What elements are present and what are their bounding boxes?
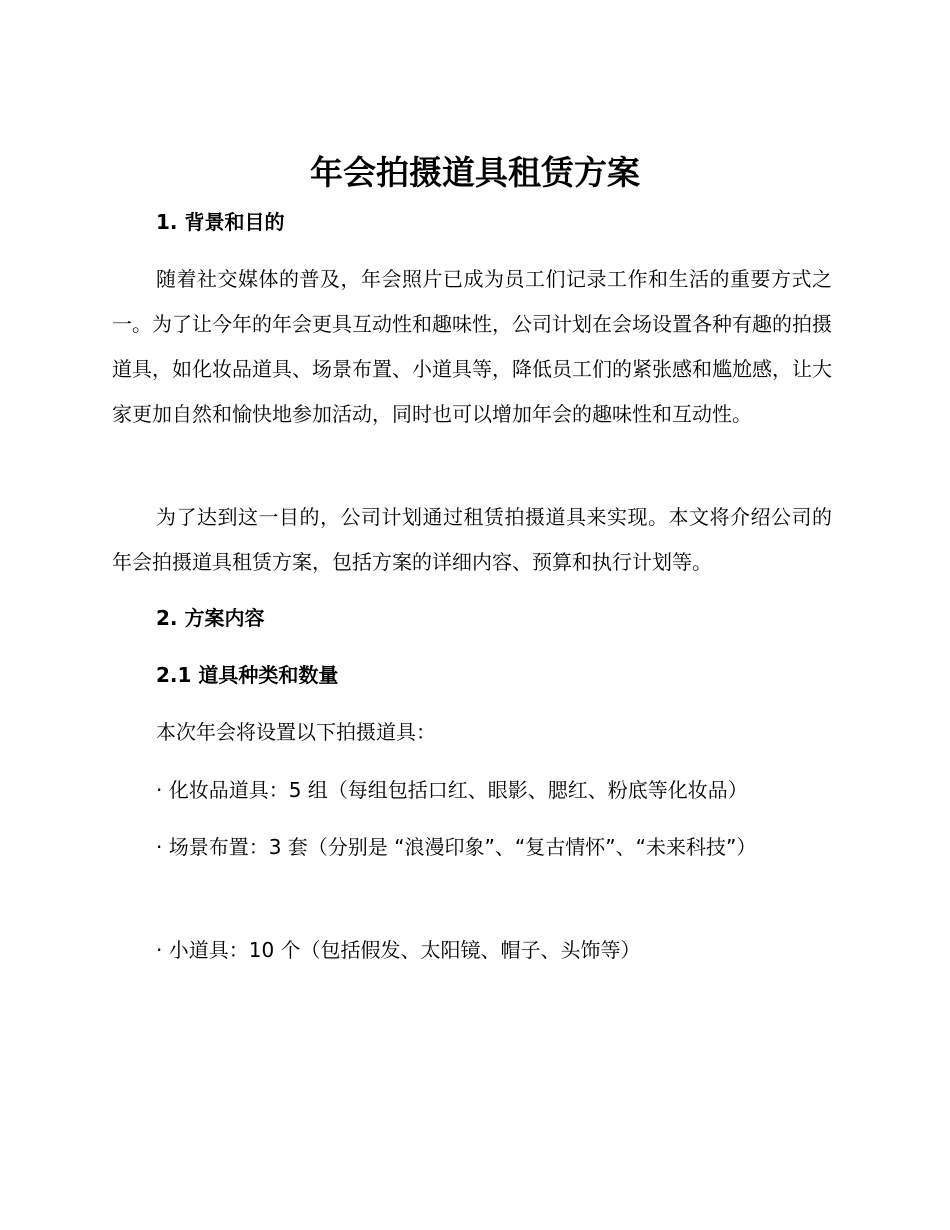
list-item-scene-setup: · 场景布置：3 套（分别是 “浪漫印象”、“复古情怀”、“未来科技”） — [156, 835, 757, 859]
subsection-heading-prop-types: 2.1 道具种类和数量 — [156, 663, 339, 687]
section-heading-background: 1. 背景和目的 — [156, 210, 285, 234]
paragraph-background: 随着社交媒体的普及，年会照片已成为员工们记录工作和生活的重要方式之一。为了让今年的年会更具互动性和趣味性，公司计划在会场设置各种有趣的拍摄道具，如化妆品道具、场景布置、小道具等，降低员工们的紧张感和尴尬感，让大家更加自然和愉快地参加活动，同时也可以增加年会的趣味性和互动性。 — [112, 267, 832, 426]
document-title: 年会拍摄道具租赁方案 — [310, 153, 640, 192]
list-item-makeup-props: · 化妆品道具：5 组（每组包括口红、眼影、腮红、粉底等化妆品） — [156, 778, 748, 802]
section-heading-plan-content: 2. 方案内容 — [156, 606, 265, 630]
list-item-small-props: · 小道具：10 个（包括假发、太阳镜、帽子、头饰等） — [156, 938, 641, 962]
paragraph-purpose: 为了达到这一目的，公司计划通过租赁拍摄道具来实现。本文将介绍公司的年会拍摄道具租赁方案，包括方案的详细内容、预算和执行计划等。 — [112, 505, 832, 574]
prop-list-intro: 本次年会将设置以下拍摄道具： — [156, 720, 436, 744]
